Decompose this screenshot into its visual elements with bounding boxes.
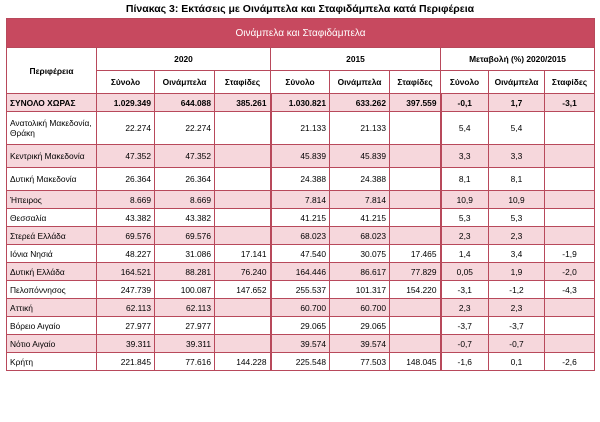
table-cell: 5,4 [489, 112, 545, 145]
table-cell: 45.839 [330, 145, 390, 168]
table-cell: 1.029.349 [97, 94, 155, 112]
region-name: Στερεά Ελλάδα [7, 227, 97, 245]
table-cell: 26.364 [97, 168, 155, 191]
table-cell: 17.141 [215, 245, 271, 263]
region-name: Ανατολική Μακεδονία, Θράκη [7, 112, 97, 145]
table-cell: 39.311 [155, 335, 215, 353]
table-row [7, 145, 595, 168]
region-name: Ιόνια Νησιά [7, 245, 97, 263]
table-cell: 3,4 [489, 245, 545, 263]
table-cell: 77.503 [330, 353, 390, 371]
region-name: Δυτική Μακεδονία [7, 168, 97, 191]
table-cell [390, 145, 441, 168]
column-header: Οινάμπελα [155, 71, 215, 94]
table-cell: -4,3 [545, 281, 595, 299]
table-cell: 21.133 [330, 112, 390, 145]
table-cell: -1,2 [489, 281, 545, 299]
table-cell: 26.364 [155, 168, 215, 191]
table-row [7, 112, 595, 145]
table-cell: 39.311 [97, 335, 155, 353]
table-cell: 8,1 [489, 168, 545, 191]
table-cell: 62.113 [155, 299, 215, 317]
table-cell: 10,9 [441, 191, 489, 209]
table-cell: 147.652 [215, 281, 271, 299]
table-cell: 8,1 [441, 168, 489, 191]
table-cell: 69.576 [155, 227, 215, 245]
table-row [7, 353, 595, 371]
region-name: Πελοπόννησος [7, 281, 97, 299]
table-cell: 60.700 [271, 299, 330, 317]
region-name: Βόρειο Αιγαίο [7, 317, 97, 335]
table-row [7, 191, 595, 209]
column-header: Σύνολο [271, 71, 330, 94]
table-cell [545, 317, 595, 335]
table-cell: -3,7 [441, 317, 489, 335]
table-cell: 86.617 [330, 263, 390, 281]
table-cell: 7.814 [330, 191, 390, 209]
table-cell [215, 335, 271, 353]
table-cell: 1.030.821 [271, 94, 330, 112]
table-cell: 8.669 [97, 191, 155, 209]
table-cell [545, 227, 595, 245]
region-name: Ήπειρος [7, 191, 97, 209]
table-row [7, 335, 595, 353]
table-caption: Πίνακας 3: Εκτάσεις με Οινάμπελα και Σταφιδάμπελα κατά Περιφέρεια [125, 3, 475, 15]
table-cell: -0,7 [441, 335, 489, 353]
column-header: Σταφίδες [545, 71, 595, 94]
table-cell: 77.616 [155, 353, 215, 371]
table-cell [545, 168, 595, 191]
table-row [7, 317, 595, 335]
table-cell: -1,9 [545, 245, 595, 263]
table-cell: -3,1 [545, 94, 595, 112]
table-cell [215, 317, 271, 335]
table-cell: 1,4 [441, 245, 489, 263]
table-cell: 60.700 [330, 299, 390, 317]
table-cell: 22.274 [155, 112, 215, 145]
table-cell [390, 191, 441, 209]
table-cell: 45.839 [271, 145, 330, 168]
table-cell: 21.133 [271, 112, 330, 145]
table-cell: 1,9 [489, 263, 545, 281]
table-cell: 255.537 [271, 281, 330, 299]
table-cell: 69.576 [97, 227, 155, 245]
table-cell: 27.977 [97, 317, 155, 335]
table-cell [390, 112, 441, 145]
table-cell: 47.540 [271, 245, 330, 263]
table-cell: 8.669 [155, 191, 215, 209]
table-cell [545, 191, 595, 209]
table-cell: 68.023 [330, 227, 390, 245]
table-cell [545, 299, 595, 317]
table-cell [215, 168, 271, 191]
table-cell: 41.215 [330, 209, 390, 227]
table-cell [215, 209, 271, 227]
table-cell: 144.228 [215, 353, 271, 371]
region-header: Περιφέρεια [7, 48, 97, 94]
table-cell [215, 112, 271, 145]
column-header: Οινάμπελα [489, 71, 545, 94]
column-header: Σύνολο [441, 71, 489, 94]
table-cell: -1,6 [441, 353, 489, 371]
table-cell: 2,3 [489, 227, 545, 245]
year-2020-header: 2020 [97, 48, 271, 71]
table-row [7, 245, 595, 263]
table-cell: 29.065 [330, 317, 390, 335]
table-row [7, 227, 595, 245]
table-cell [390, 335, 441, 353]
table-cell [390, 168, 441, 191]
table-cell [215, 145, 271, 168]
table-cell: 100.087 [155, 281, 215, 299]
region-name: Αττική [7, 299, 97, 317]
region-name: Θεσσαλία [7, 209, 97, 227]
table-cell: -2,6 [545, 353, 595, 371]
table-cell: 88.281 [155, 263, 215, 281]
table-cell: 39.574 [271, 335, 330, 353]
vineyard-area-table [6, 18, 595, 371]
table-body [7, 94, 595, 371]
table-cell: -3,7 [489, 317, 545, 335]
table-cell [545, 145, 595, 168]
table-cell: 164.521 [97, 263, 155, 281]
table-cell: 10,9 [489, 191, 545, 209]
table-cell: 2,3 [441, 299, 489, 317]
table-cell: 24.388 [271, 168, 330, 191]
table-cell: -0,1 [441, 94, 489, 112]
table-cell: 68.023 [271, 227, 330, 245]
table-cell: 2,3 [489, 299, 545, 317]
table-cell: 48.227 [97, 245, 155, 263]
table-cell: 39.574 [330, 335, 390, 353]
table-cell: 31.086 [155, 245, 215, 263]
table-cell [390, 227, 441, 245]
table-cell: 62.113 [97, 299, 155, 317]
table-cell: 3,3 [489, 145, 545, 168]
table-cell: 633.262 [330, 94, 390, 112]
table-cell: 385.261 [215, 94, 271, 112]
table-cell: 247.739 [97, 281, 155, 299]
table-cell: 24.388 [330, 168, 390, 191]
region-name: Κρήτη [7, 353, 97, 371]
table-row [7, 168, 595, 191]
table-cell: 29.065 [271, 317, 330, 335]
change-header: Μεταβολή (%) 2020/2015 [441, 48, 595, 71]
table-cell: 2,3 [441, 227, 489, 245]
table-cell: 27.977 [155, 317, 215, 335]
table-cell: 164.446 [271, 263, 330, 281]
column-header: Σταφίδες [390, 71, 441, 94]
table-cell: 77.829 [390, 263, 441, 281]
table-cell: 30.075 [330, 245, 390, 263]
table-row [7, 263, 595, 281]
table-cell: 43.382 [155, 209, 215, 227]
year-2015-header: 2015 [271, 48, 441, 71]
table-cell: -0,7 [489, 335, 545, 353]
table-cell: -2,0 [545, 263, 595, 281]
region-name: Κεντρική Μακεδονία [7, 145, 97, 168]
table-cell: 41.215 [271, 209, 330, 227]
table-banner: Οινάμπελα και Σταφιδάμπελα [7, 19, 595, 48]
table-cell: 22.274 [97, 112, 155, 145]
table-cell [545, 335, 595, 353]
table-row [7, 209, 595, 227]
table-cell: 5,4 [441, 112, 489, 145]
table-cell: 225.548 [271, 353, 330, 371]
table-cell: 148.045 [390, 353, 441, 371]
table-cell: 43.382 [97, 209, 155, 227]
column-header: Σύνολο [97, 71, 155, 94]
table-cell: 7.814 [271, 191, 330, 209]
table-cell: -3,1 [441, 281, 489, 299]
region-name: ΣΥΝΟΛΟ ΧΩΡΑΣ [7, 94, 97, 112]
table-cell [390, 299, 441, 317]
table-cell [215, 227, 271, 245]
column-header: Οινάμπελα [330, 71, 390, 94]
table-cell [390, 209, 441, 227]
table-row [7, 299, 595, 317]
table-row [7, 281, 595, 299]
table-cell: 644.088 [155, 94, 215, 112]
table-row-total [7, 94, 595, 112]
table-cell [390, 317, 441, 335]
column-header: Σταφίδες [215, 71, 271, 94]
table-cell: 17.465 [390, 245, 441, 263]
table-cell [545, 112, 595, 145]
table-cell: 101.317 [330, 281, 390, 299]
table-cell: 0,05 [441, 263, 489, 281]
table-cell: 47.352 [97, 145, 155, 168]
table-cell: 154.220 [390, 281, 441, 299]
table-cell: 5,3 [441, 209, 489, 227]
table-cell [215, 299, 271, 317]
table-cell: 397.559 [390, 94, 441, 112]
table-cell: 76.240 [215, 263, 271, 281]
table-cell [545, 209, 595, 227]
table-cell: 47.352 [155, 145, 215, 168]
region-name: Δυτική Ελλάδα [7, 263, 97, 281]
table-cell: 0,1 [489, 353, 545, 371]
table-cell: 221.845 [97, 353, 155, 371]
table-cell: 3,3 [441, 145, 489, 168]
table-cell [215, 191, 271, 209]
table-cell: 5,3 [489, 209, 545, 227]
region-name: Νότιο Αιγαίο [7, 335, 97, 353]
table-cell: 1,7 [489, 94, 545, 112]
